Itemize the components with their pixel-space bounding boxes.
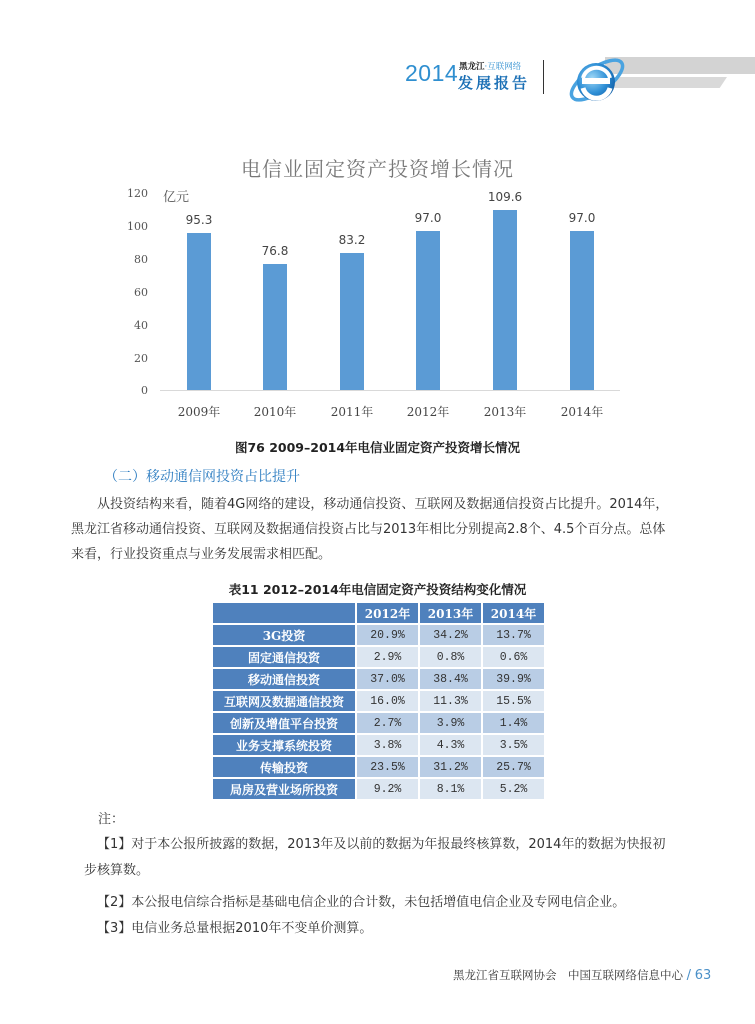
table-cell: 23.5%: [357, 757, 418, 777]
table-cell: 8.1%: [420, 779, 481, 799]
table-cell: 16.0%: [357, 691, 418, 711]
y-tick: 100: [127, 220, 148, 233]
y-tick: 80: [134, 253, 148, 266]
report-topic: ·互联网络: [484, 62, 522, 72]
bar-2014: [570, 231, 594, 390]
table-row: [213, 757, 544, 777]
column-header: [213, 603, 355, 623]
report-province: 黑龙江: [459, 62, 485, 72]
footer-organizations: 黑龙江省互联网协会 中国互联网络信息中心: [453, 968, 683, 982]
table-cell: 20.9%: [357, 625, 418, 645]
paragraph-line: 从投资结构来看，随着4G网络的建设，移动通信投资、互联网及数据通信投资占比提升。2014年，: [97, 497, 669, 512]
table-cell: 3.5%: [483, 735, 544, 755]
table-cell: 0.8%: [420, 647, 481, 667]
footer-separator: /: [686, 968, 692, 983]
row-header: 业务支撑系统投资: [213, 735, 355, 755]
x-tick: 2010年: [253, 405, 297, 419]
table-cell: 1.4%: [483, 713, 544, 733]
page-number: 63: [694, 968, 712, 983]
y-axis-unit: 亿元: [163, 190, 190, 205]
y-tick: 0: [141, 384, 148, 397]
table-caption: 表11 2012–2014年电信固定资产投资结构变化情况: [228, 582, 527, 597]
table-row: [213, 625, 544, 645]
note-1: [84, 832, 704, 884]
table-cell: 2.9%: [357, 647, 418, 667]
x-tick: 2012年: [406, 405, 450, 419]
table-cell: 38.4%: [420, 669, 481, 689]
body-paragraph: [71, 492, 684, 567]
row-header: 互联网及数据通信投资: [213, 691, 355, 711]
page-footer: [453, 967, 711, 983]
notes-label: 注：: [98, 812, 125, 827]
section-heading: （二）移动通信网投资占比提升: [104, 469, 300, 485]
table-cell: 25.7%: [483, 757, 544, 777]
report-year: 2014: [405, 60, 459, 86]
figure-caption: 图76 2009–2014年电信业固定资产投资增长情况: [234, 440, 521, 455]
paragraph-line: 来看，行业投资重点与业务发展需求相匹配。: [71, 547, 332, 562]
table-cell: 3.8%: [357, 735, 418, 755]
column-header: 2012年: [357, 603, 418, 623]
column-header: 2014年: [483, 603, 544, 623]
table-row: [213, 713, 544, 733]
table-cell: 11.3%: [420, 691, 481, 711]
row-header: 创新及增值平台投资: [213, 713, 355, 733]
bar-value-label: 97.0: [414, 211, 442, 225]
note-3: [84, 916, 704, 942]
table-cell: 13.7%: [483, 625, 544, 645]
table-cell: 31.2%: [420, 757, 481, 777]
table-cell: 15.5%: [483, 691, 544, 711]
note-line: 【2】本公报电信综合指标是基础电信企业的合计数，未包括增值电信企业及专网电信企业。: [97, 895, 626, 910]
note-line: 【3】电信业务总量根据2010年不变单价测算。: [97, 921, 373, 936]
table-cell: 34.2%: [420, 625, 481, 645]
bar-2010: [263, 264, 287, 390]
bar-value-label: 95.3: [185, 213, 213, 227]
bar-value-label: 109.6: [487, 190, 523, 204]
table-cell: 5.2%: [483, 779, 544, 799]
note-2: [84, 890, 704, 916]
table-row: [213, 735, 544, 755]
paragraph-line: 黑龙江省移动通信投资、互联网及数据通信投资占比与2013年相比分别提高2.8个、4.5个百分点。总体: [71, 522, 666, 537]
y-tick: 20: [134, 352, 148, 365]
table-cell: 9.2%: [357, 779, 418, 799]
table-cell: 4.3%: [420, 735, 481, 755]
x-tick: 2011年: [330, 405, 374, 419]
y-tick: 40: [134, 319, 148, 332]
y-tick: 60: [134, 286, 148, 299]
bar-2011: [340, 253, 364, 390]
table-row: [213, 647, 544, 667]
x-axis-line: [160, 390, 620, 391]
x-tick: 2013年: [483, 405, 527, 419]
row-header: 移动通信投资: [213, 669, 355, 689]
table-row: [213, 669, 544, 689]
investment-structure-table: [211, 601, 546, 801]
bar-value-label: 83.2: [338, 233, 366, 247]
x-tick: 2009年: [177, 405, 221, 419]
bar-value-label: 76.8: [261, 244, 289, 258]
table-header-row: [213, 603, 544, 623]
row-header: 局房及营业场所投资: [213, 779, 355, 799]
bar-chart: [0, 0, 755, 440]
table-cell: 39.9%: [483, 669, 544, 689]
column-header: 2013年: [420, 603, 481, 623]
bar-2013: [493, 210, 517, 390]
table-cell: 3.9%: [420, 713, 481, 733]
x-tick: 2014年: [560, 405, 604, 419]
table-row: [213, 779, 544, 799]
chart-title: 电信业固定资产投资增长情况: [241, 157, 514, 181]
bar-2009: [187, 233, 211, 390]
table-cell: 0.6%: [483, 647, 544, 667]
table-row: [213, 691, 544, 711]
table-cell: 37.0%: [357, 669, 418, 689]
note-line: 【1】对于本公报所披露的数据，2013年及以前的数据为年报最终核算数，2014年的数据为快报初: [97, 837, 666, 852]
y-tick: 120: [127, 187, 148, 200]
bar-2012: [416, 231, 440, 390]
row-header: 传输投资: [213, 757, 355, 777]
table-cell: 2.7%: [357, 713, 418, 733]
row-header: 3G投资: [213, 625, 355, 645]
report-subtitle: 发展报告: [458, 74, 531, 92]
note-line: 步核算数。: [84, 863, 150, 878]
row-header: 固定通信投资: [213, 647, 355, 667]
bar-value-label: 97.0: [568, 211, 596, 225]
